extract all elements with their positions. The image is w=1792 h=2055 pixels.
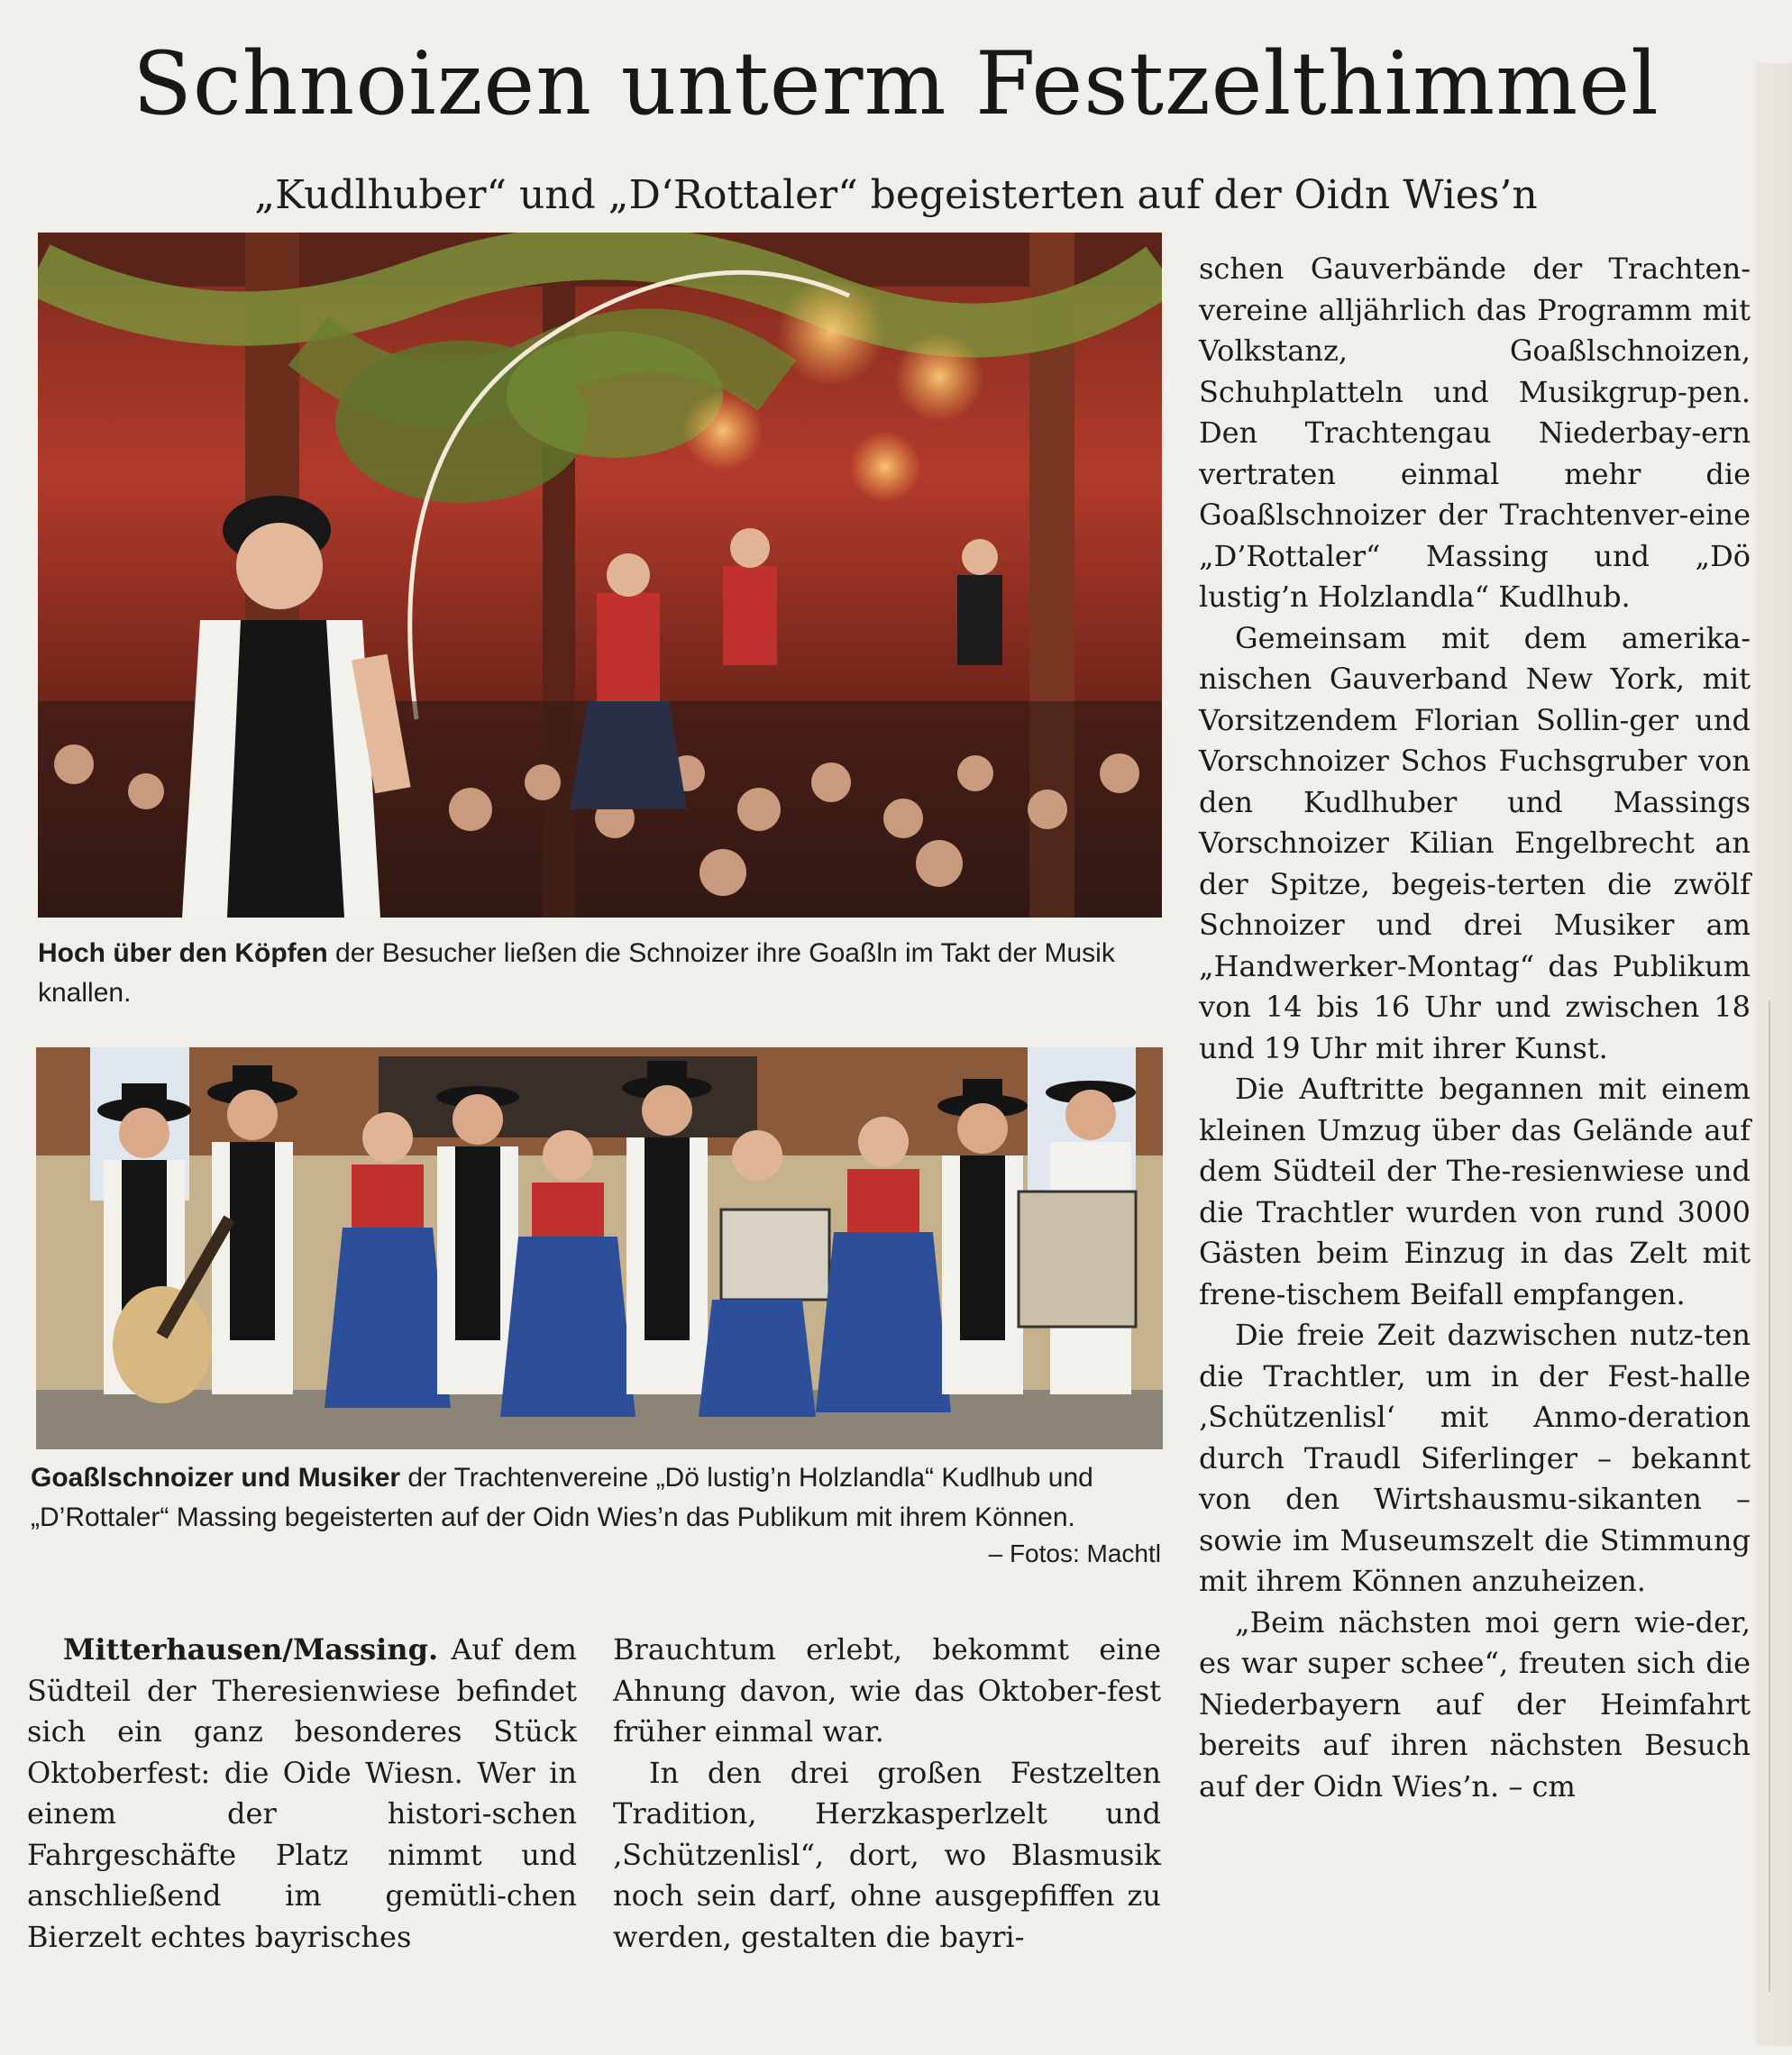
article-paragraph: „Beim nächsten moi gern wie-der, es war super schee“, freuten sich die Niederbayern auf der Heimfahrt bereits auf ihren nächsten Besuch auf der Oidn Wies’n. – cm xyxy=(1199,1604,1751,1804)
photo2-caption-lead: Goaßlschnoizer und Musiker xyxy=(31,1463,401,1493)
article-dateline: Mitterhausen/Massing. xyxy=(63,1632,439,1667)
article-paragraph: Brauchtum erlebt, bekommt eine Ahnung davon, wie das Oktober-fest früher einmal war. xyxy=(613,1632,1161,1749)
festival-tent-illustration xyxy=(38,233,1162,918)
article-column-middle xyxy=(613,1630,1161,1958)
article-paragraph: Die freie Zeit dazwischen nutz-ten die Trachtler, um in der Fest-halle ‚Schützenlisl‘ mit Anmo-deration durch Traudl Siferlinger – bekannt von den Wirtshausmu-sikanten – sowie im Museumszelt die Stimmung mit ihrem Können anzuheizen. xyxy=(1199,1318,1751,1598)
article-left-text: Auf dem Südteil der Theresienwiese befindet sich ein ganz besonderes Stück Oktoberfest: die Oide Wiesn. Wer in einem der histori-schen Fahrgeschäfte Platz nimmt und anschließend im gemütli-chen Bierzelt echtes bayrisches xyxy=(27,1632,577,1954)
photo-credit: – Fotos: Machtl xyxy=(988,1539,1161,1567)
photo1-caption xyxy=(38,934,1165,1013)
article-column-right xyxy=(1199,249,1751,1807)
article-column-left xyxy=(27,1630,577,1958)
column-rule xyxy=(1769,1000,1770,1992)
subheadline: „Kudlhuber“ und „D‘Rottaler“ begeisterten auf der Oidn Wies’n xyxy=(254,172,1538,218)
photo2-caption xyxy=(31,1458,1175,1538)
photo-festival-tent xyxy=(38,233,1162,918)
article-paragraph: schen Gauverbände der Trachten-vereine alljährlich das Programm mit Volkstanz, Goaßlschnoizen, Schuhplatteln und Musikgrup-pen. Den Trachtengau Niederbay-ern vertraten einmal mehr die Goaßlschnoizer der Trachtenver-eine „D’Rottaler“ Massing und „Dö lustig’n Holzlandla“ Kudlhub. xyxy=(1199,251,1751,614)
photo-group-portrait xyxy=(36,1047,1163,1449)
group-portrait-illustration xyxy=(36,1047,1163,1449)
article-paragraph: Gemeinsam mit dem amerika-nischen Gauverband New York, mit Vorsitzendem Florian Sollin-ger und Vorschnoizer Schos Fuchsgruber von den Kudlhuber und Massings Vorschnoizer Kilian Engelbrecht an der Spitze, begeis-terten die zwölf Schnoizer und drei Musiker am „Handwerker-Montag“ das Publikum von 14 bis 16 Uhr und zwischen 18 und 19 Uhr mit ihrer Kunst. xyxy=(1199,620,1751,1065)
article-paragraph: Die Auftritte begannen mit einem kleinen Umzug über das Gelände auf dem Südteil der The-resienwiese und die Trachtler wurden von rund 3000 Gästen beim Einzug in das Zelt mit frene-tischem Beifall empfangen. xyxy=(1199,1072,1751,1311)
adjacent-page-edge xyxy=(1756,63,1792,2046)
article-paragraph: In den drei großen Festzelten Tradition, Herzkasperlzelt und ‚Schützenlisl“, dort, wo Blasmusik noch sein darf, ohne ausgepfiffen zu werden, gestalten die bayri- xyxy=(613,1755,1161,1954)
headline: Schnoizen unterm Festzelthimmel xyxy=(133,33,1659,134)
photo1-caption-lead: Hoch über den Köpfen xyxy=(38,938,328,968)
photo2-caption-text: der Trachtenvereine „Dö lustig’n Holzlandla“ Kudlhub und „D’Rottaler“ Massing begeisterten auf der Oidn Wies’n das Publikum mit ihrem Können. xyxy=(31,1463,1093,1532)
photo1-caption-text: der Besucher ließen die Schnoizer ihre Goaßln im Takt der Musik knallen. xyxy=(38,938,1115,1008)
